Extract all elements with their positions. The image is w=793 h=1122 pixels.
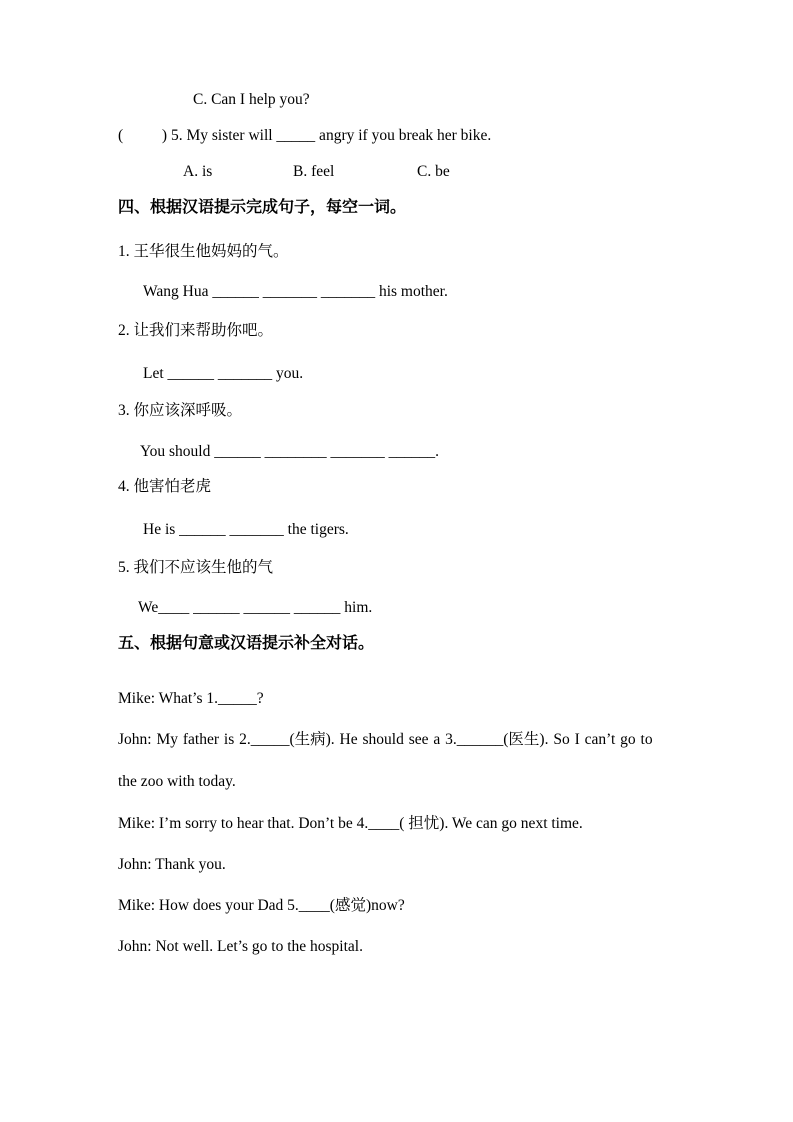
- section4-item-3-prompt: 3. 你应该深呼吸。: [118, 402, 243, 419]
- section4-item-1-answer: Wang Hua ______ _______ _______ his mother.: [143, 283, 448, 300]
- dialogue-line-mike-2: Mike: I’m sorry to hear that. Don’t be 4.____( 担忧). We can go next time.: [118, 815, 583, 832]
- section4-item-4-answer: He is ______ _______ the tigers.: [143, 521, 349, 538]
- section4-item-5-answer: We____ ______ ______ ______ him.: [138, 599, 373, 616]
- dialogue-line-mike-3: Mike: How does your Dad 5.____(感觉)now?: [118, 897, 405, 914]
- section4-item-2-prompt: 2. 让我们来帮助你吧。: [118, 322, 274, 339]
- question-5-option-a: A. is: [183, 163, 213, 180]
- section4-item-2-answer: Let ______ _______ you.: [143, 365, 304, 382]
- question-5-line: ( ) 5. My sister will _____ angry if you break her bike.: [118, 127, 492, 144]
- dialogue-line-john-2: John: Thank you.: [118, 856, 226, 873]
- question-5-option-c: C. be: [417, 163, 450, 180]
- prev-question-option-c: C. Can I help you?: [193, 91, 310, 108]
- dialogue-line-john-1-cont: the zoo with today.: [118, 773, 236, 790]
- section-5-heading: 五、根据句意或汉语提示补全对话。: [118, 635, 375, 652]
- dialogue-line-john-1: John: My father is 2._____(生病). He should see a 3.______(医生). So I can’t go to: [118, 731, 653, 748]
- question-5-option-b: B. feel: [293, 163, 335, 180]
- section4-item-3-answer: You should ______ ________ _______ ______.: [140, 443, 439, 460]
- section4-item-5-prompt: 5. 我们不应该生他的气: [118, 559, 274, 576]
- section4-item-1-prompt: 1. 王华很生他妈妈的气。: [118, 243, 289, 260]
- section4-item-4-prompt: 4. 他害怕老虎: [118, 478, 212, 495]
- dialogue-line-john-3: John: Not well. Let’s go to the hospital.: [118, 938, 363, 955]
- dialogue-line-mike-1: Mike: What’s 1._____?: [118, 690, 264, 707]
- section-4-heading: 四、根据汉语提示完成句子，每空一词。: [118, 199, 407, 216]
